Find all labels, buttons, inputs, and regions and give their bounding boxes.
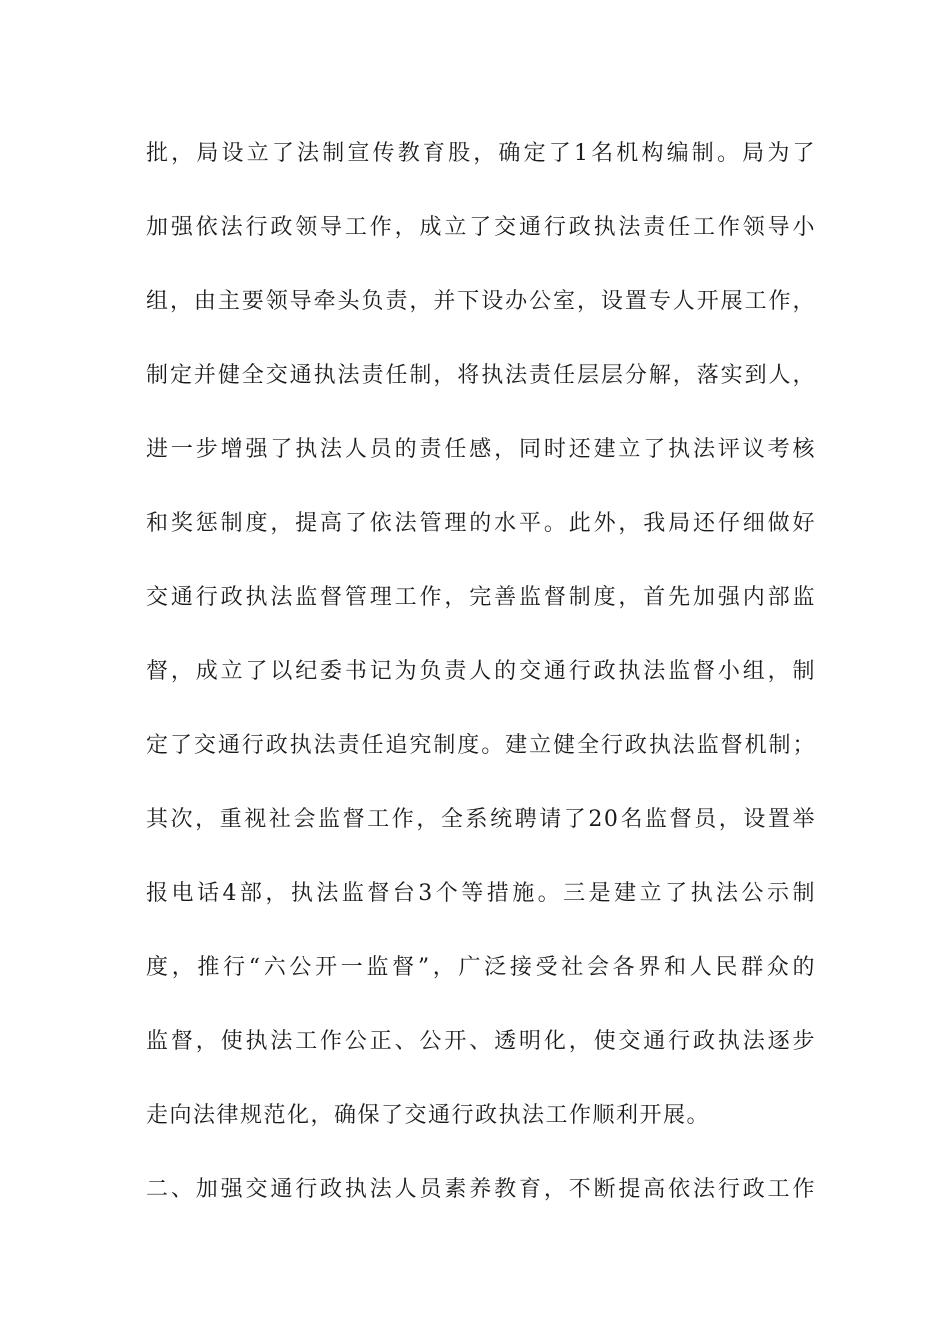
body-text — [146, 128, 816, 1238]
section-heading: 二、加强交通行政执法人员素养教育，不断提高依法行政工作 — [146, 1177, 816, 1202]
paragraph-line: 加强依法行政领导工作，成立了交通行政执法责任工作领导小 — [146, 215, 816, 240]
paragraph-line: 定了交通行政执法责任追究制度。建立健全行政执法监督机制； — [146, 733, 816, 758]
paragraph-line: 批，局设立了法制宣传教育股，确定了1名机构编制。局为了 — [146, 141, 816, 166]
paragraph-line: 制定并健全交通执法责任制，将执法责任层层分解，落实到人， — [146, 363, 816, 388]
paragraph-line: 度，推行“六公开一监督”，广泛接受社会各界和人民群众的 — [146, 955, 816, 980]
paragraph-line: 组，由主要领导牵头负责，并下设办公室，设置专人开展工作， — [146, 289, 816, 314]
paragraph-line: 报电话4部，执法监督台3个等措施。三是建立了执法公示制 — [146, 881, 816, 906]
paragraph-line: 进一步增强了执法人员的责任感，同时还建立了执法评议考核 — [146, 437, 816, 462]
paragraph-line: 督，成立了以纪委书记为负责人的交通行政执法监督小组，制 — [146, 659, 816, 684]
paragraph-last-line: 走向法律规范化，确保了交通行政执法工作顺利开展。 — [146, 1103, 711, 1128]
paragraph-line: 监督，使执法工作公正、公开、透明化，使交通行政执法逐步 — [146, 1029, 816, 1054]
paragraph-line: 其次，重视社会监督工作，全系统聘请了20名监督员，设置举 — [146, 807, 816, 832]
paragraph-line: 交通行政执法监督管理工作，完善监督制度，首先加强内部监 — [146, 585, 816, 610]
paragraph-line: 和奖惩制度，提高了依法管理的水平。此外，我局还仔细做好 — [146, 511, 816, 536]
